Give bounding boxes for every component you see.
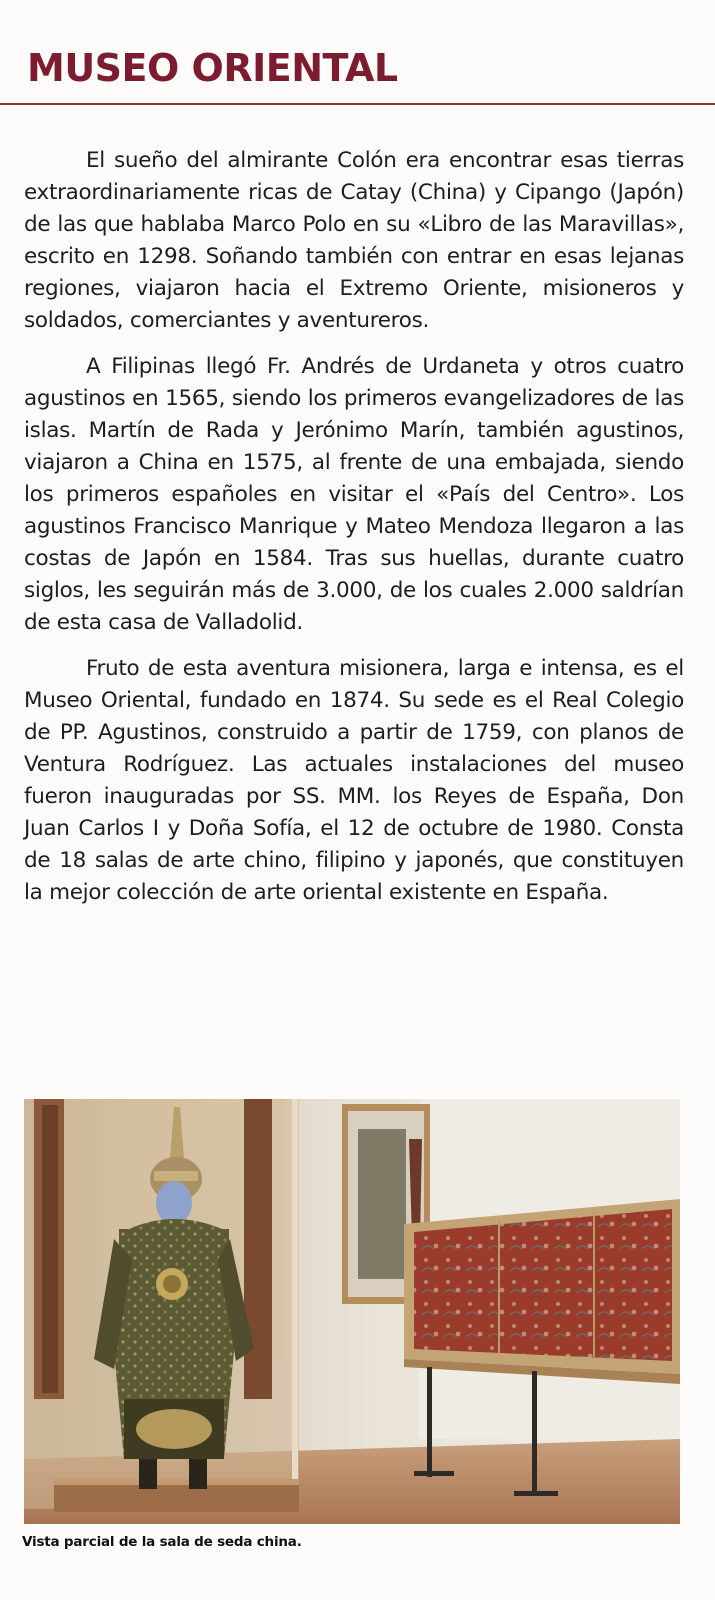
title-divider	[0, 103, 715, 105]
article-body	[24, 145, 684, 923]
paragraph: El sueño del almirante Colón era encontrar esas tierras extraordinariamente ricas de Catay (China) y Cipango (Japón) de las que hablaba Marco Polo en su «Libro de las Maravillas», escrito en 1298. Soñando también con entrar en esas lejanas regiones, viajaron hacia el Extremo Oriente, misioneros y soldados, comerciantes y aventureros.	[24, 148, 684, 333]
page-title: MUSEO ORIENTAL	[27, 46, 398, 90]
museum-room-photo	[24, 1099, 680, 1524]
photo-caption: Vista parcial de la sala de seda china.	[22, 1534, 302, 1550]
paragraph: A Filipinas llegó Fr. Andrés de Urdaneta y otros cuatro agustinos en 1565, siendo los primeros evangelizadores de las islas. Martín de Rada y Jerónimo Marín, también agustinos, viajaron a China en 1575, al frente de una embajada, siendo los primeros españoles en visitar el «País del Centro». Los agustinos Francisco Manrique y Mateo Mendoza llegaron a las costas de Japón en 1584. Tras sus huellas, durante cuatro siglos, les seguirán más de 3.000, de los cuales 2.000 saldrían de esta casa de Valladolid.	[24, 354, 684, 635]
paragraph: Fruto de esta aventura misionera, larga e intensa, es el Museo Oriental, fundado en 1874. Su sede es el Real Colegio de PP. Agustinos, construido a partir de 1759, con planos de Ventura Rodríguez. Las actuales instalaciones del museo fueron inauguradas por SS. MM. los Reyes de España, Don Juan Carlos I y Doña Sofía, el 12 de octubre de 1980. Consta de 18 salas de arte chino, filipino y japonés, que constituyen la mejor colección de arte oriental existente en España.	[24, 656, 684, 905]
